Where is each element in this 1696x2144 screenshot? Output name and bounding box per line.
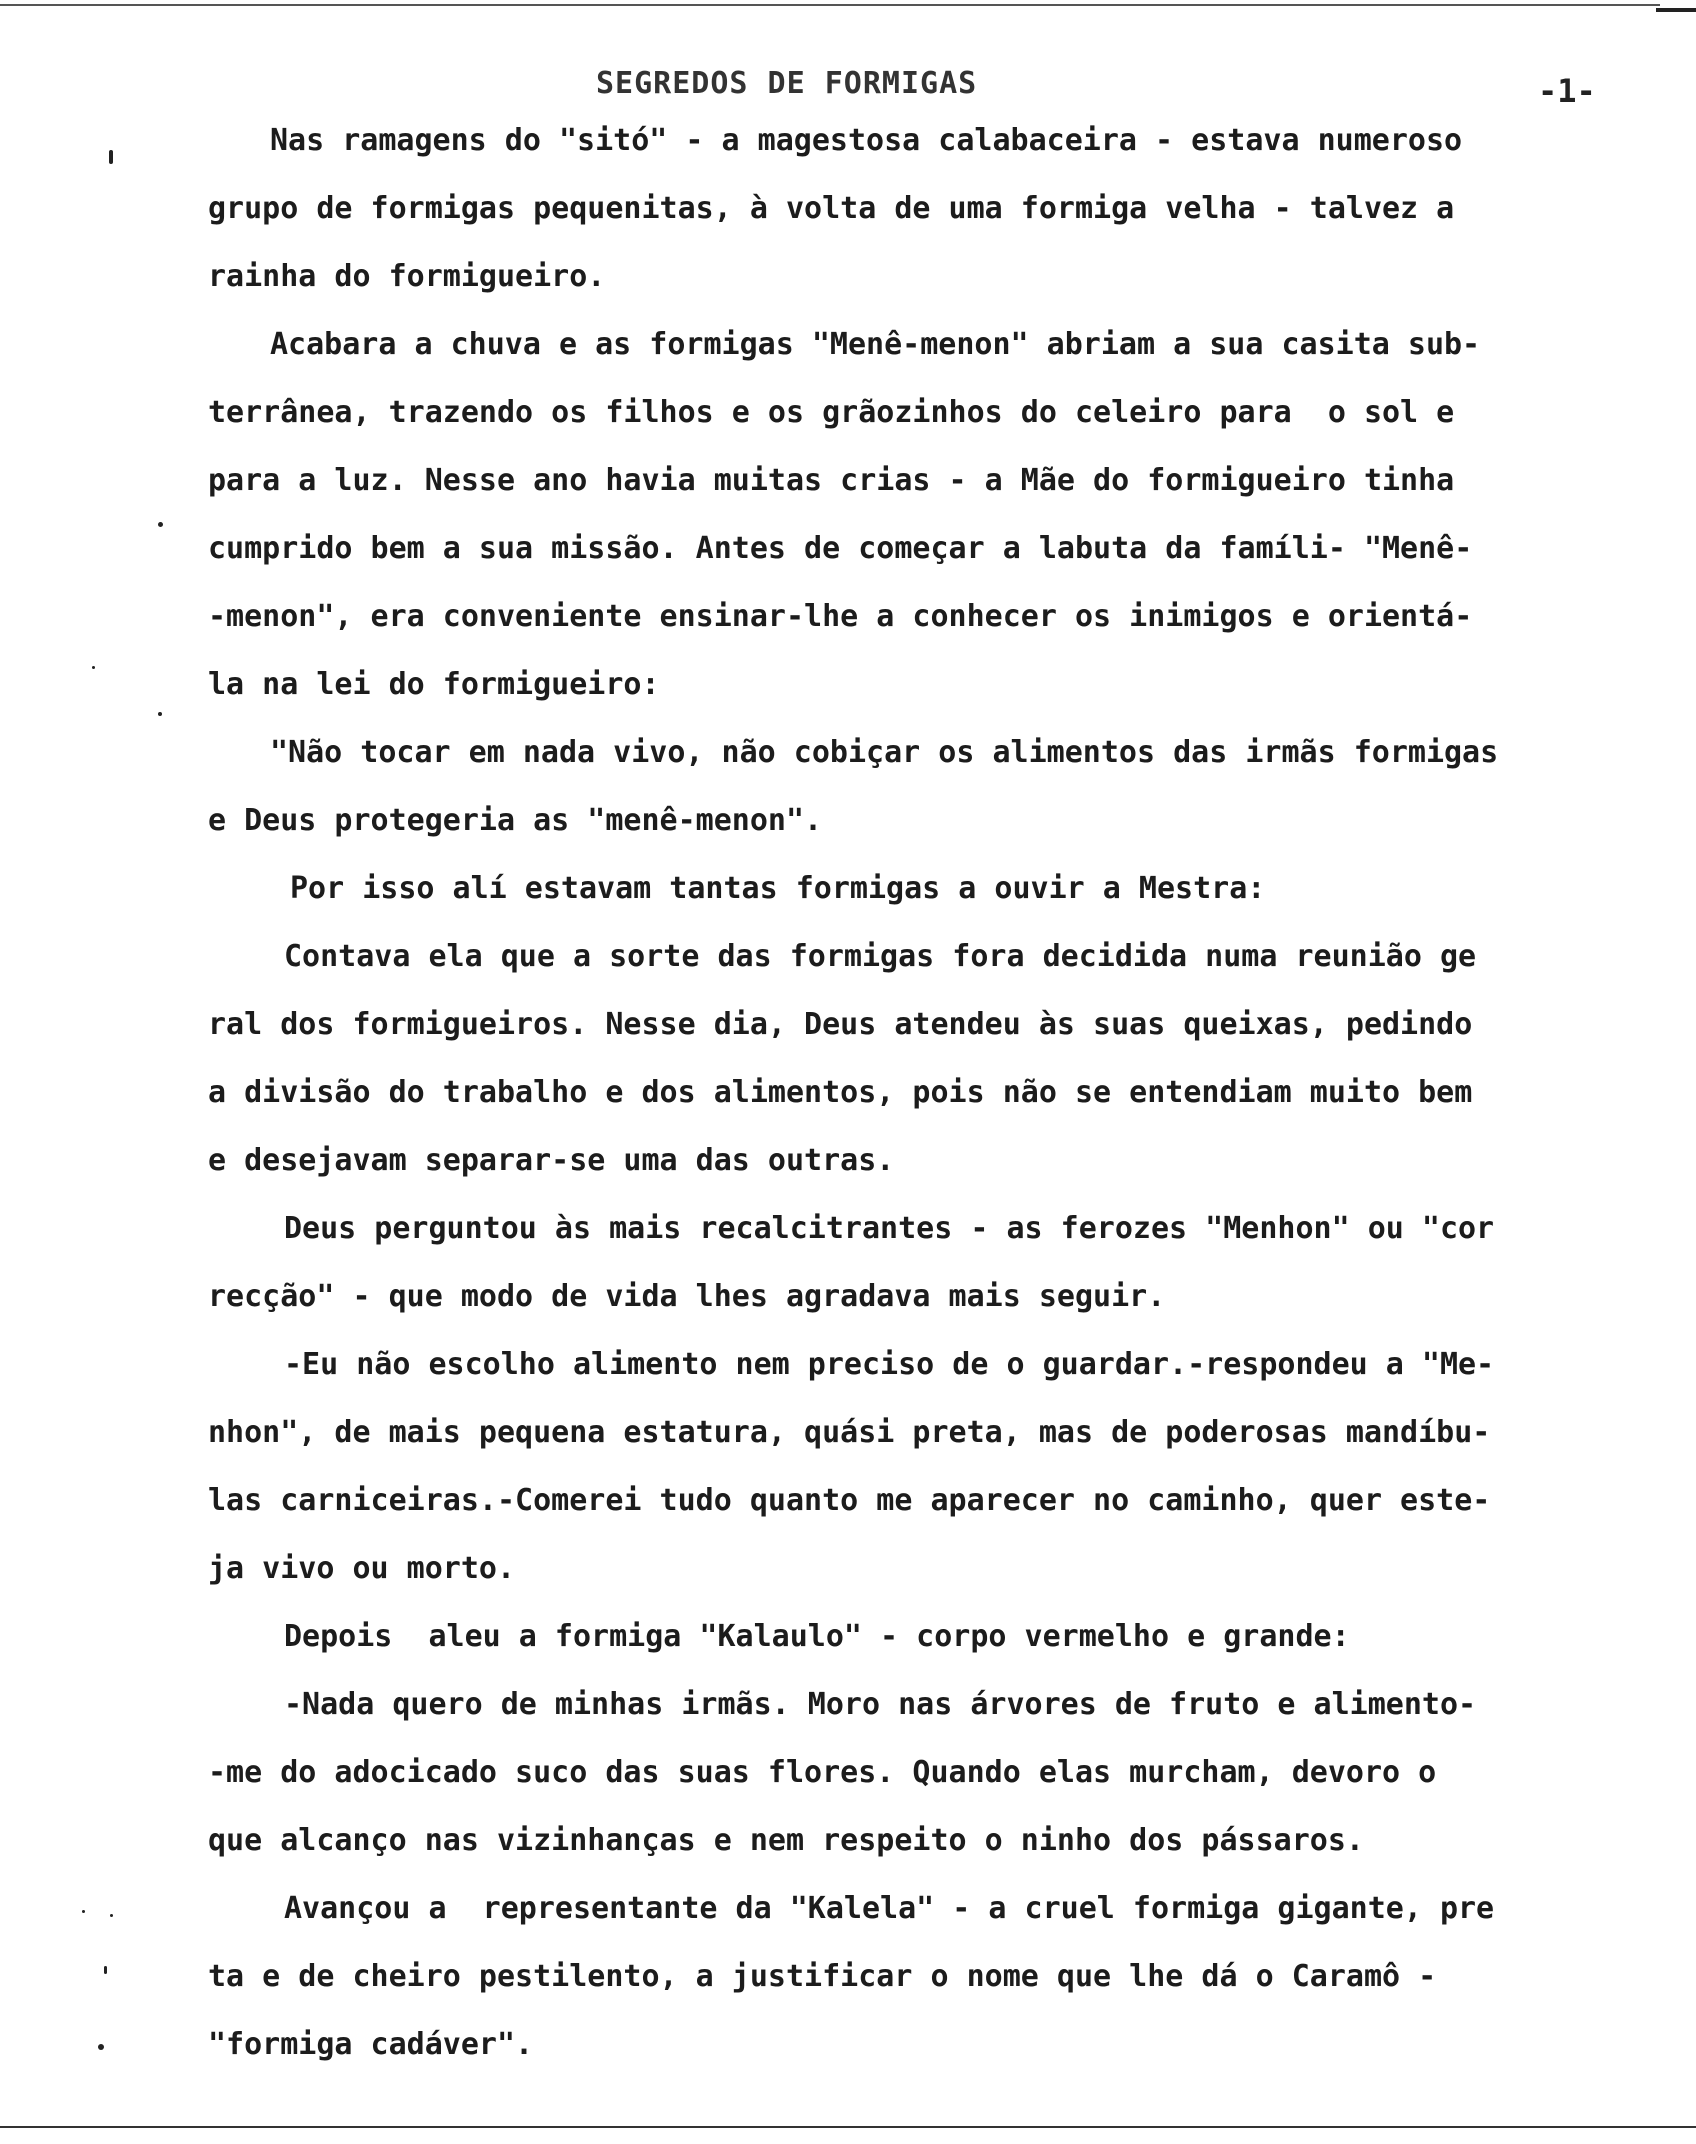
text-line: para a luz. Nesse ano havia muitas crias - a Mãe do formigueiro tinha xyxy=(208,463,1455,498)
text-line: "formiga cadáver". xyxy=(208,2027,534,2062)
document-title: SEGREDOS DE FORMIGAS xyxy=(596,66,978,101)
scan-speck xyxy=(98,2044,104,2050)
text-line: recção" - que modo de vida lhes agradava mais seguir. xyxy=(208,1279,1166,1314)
scan-speck xyxy=(109,150,113,164)
text-line: Por isso alí estavam tantas formigas a ouvir a Mestra: xyxy=(290,871,1266,906)
text-line: las carniceiras.-Comerei tudo quanto me aparecer no caminho, quer este- xyxy=(208,1483,1491,1518)
text-line: e desejavam separar-se uma das outras. xyxy=(208,1143,895,1178)
text-line: rainha do formigueiro. xyxy=(208,259,606,294)
text-line: que alcanço nas vizinhanças e nem respeito o ninho dos pássaros. xyxy=(208,1823,1364,1858)
text-line: -me do adocicado suco das suas flores. Quando elas murcham, devoro o xyxy=(208,1755,1437,1790)
text-line: Avançou a representante da "Kalela" - a cruel formiga gigante, pre xyxy=(284,1891,1495,1926)
text-line: Depois aleu a formiga "Kalaulo" - corpo vermelho e grande: xyxy=(284,1619,1350,1654)
text-line: e Deus protegeria as "menê-menon". xyxy=(208,803,823,838)
text-line: -menon", era conveniente ensinar-lhe a conhecer os inimigos e orientá- xyxy=(208,599,1473,634)
text-line: Acabara a chuva e as formigas "Menê-menon" abriam a sua casita sub- xyxy=(270,327,1481,362)
text-line: Deus perguntou às mais recalcitrantes - as ferozes "Menhon" ou "cor xyxy=(284,1211,1495,1246)
bottom-edge-rule xyxy=(0,2126,1696,2128)
scan-speck xyxy=(104,1966,107,1974)
scan-speck xyxy=(110,1914,113,1917)
text-line: ta e de cheiro pestilento, a justificar o nome que lhe dá o Caramô - xyxy=(208,1959,1437,1994)
text-line: "Não tocar em nada vivo, não cobiçar os alimentos das irmãs formigas xyxy=(270,735,1499,770)
top-edge-rule xyxy=(0,4,1660,6)
page-number: -1- xyxy=(1538,72,1596,110)
scan-speck xyxy=(158,712,162,716)
text-line: Contava ela que a sorte das formigas fora decidida numa reunião ge xyxy=(284,939,1477,974)
text-line: grupo de formigas pequenitas, à volta de uma formiga velha - talvez a xyxy=(208,191,1455,226)
text-line: Nas ramagens do "sitó" - a magestosa calabaceira - estava numeroso xyxy=(270,123,1463,158)
text-line: terrânea, trazendo os filhos e os grãozinhos do celeiro para o sol e xyxy=(208,395,1455,430)
scan-speck xyxy=(158,522,163,527)
scan-speck xyxy=(92,666,95,669)
text-line: cumprido bem a sua missão. Antes de começar a labuta da famíli- "Menê- xyxy=(208,531,1473,566)
text-line: -Nada quero de minhas irmãs. Moro nas árvores de fruto e alimento- xyxy=(284,1687,1477,1722)
text-line: nhon", de mais pequena estatura, quási preta, mas de poderosas mandíbu- xyxy=(208,1415,1491,1450)
scan-speck xyxy=(82,1910,85,1913)
text-line: a divisão do trabalho e dos alimentos, pois não se entendiam muito bem xyxy=(208,1075,1473,1110)
top-edge-mark xyxy=(1656,8,1696,12)
text-line: ja vivo ou morto. xyxy=(208,1551,516,1586)
text-line: ral dos formigueiros. Nesse dia, Deus atendeu às suas queixas, pedindo xyxy=(208,1007,1473,1042)
text-line: -Eu não escolho alimento nem preciso de o guardar.-respondeu a "Me- xyxy=(284,1347,1495,1382)
text-line: la na lei do formigueiro: xyxy=(208,667,660,702)
